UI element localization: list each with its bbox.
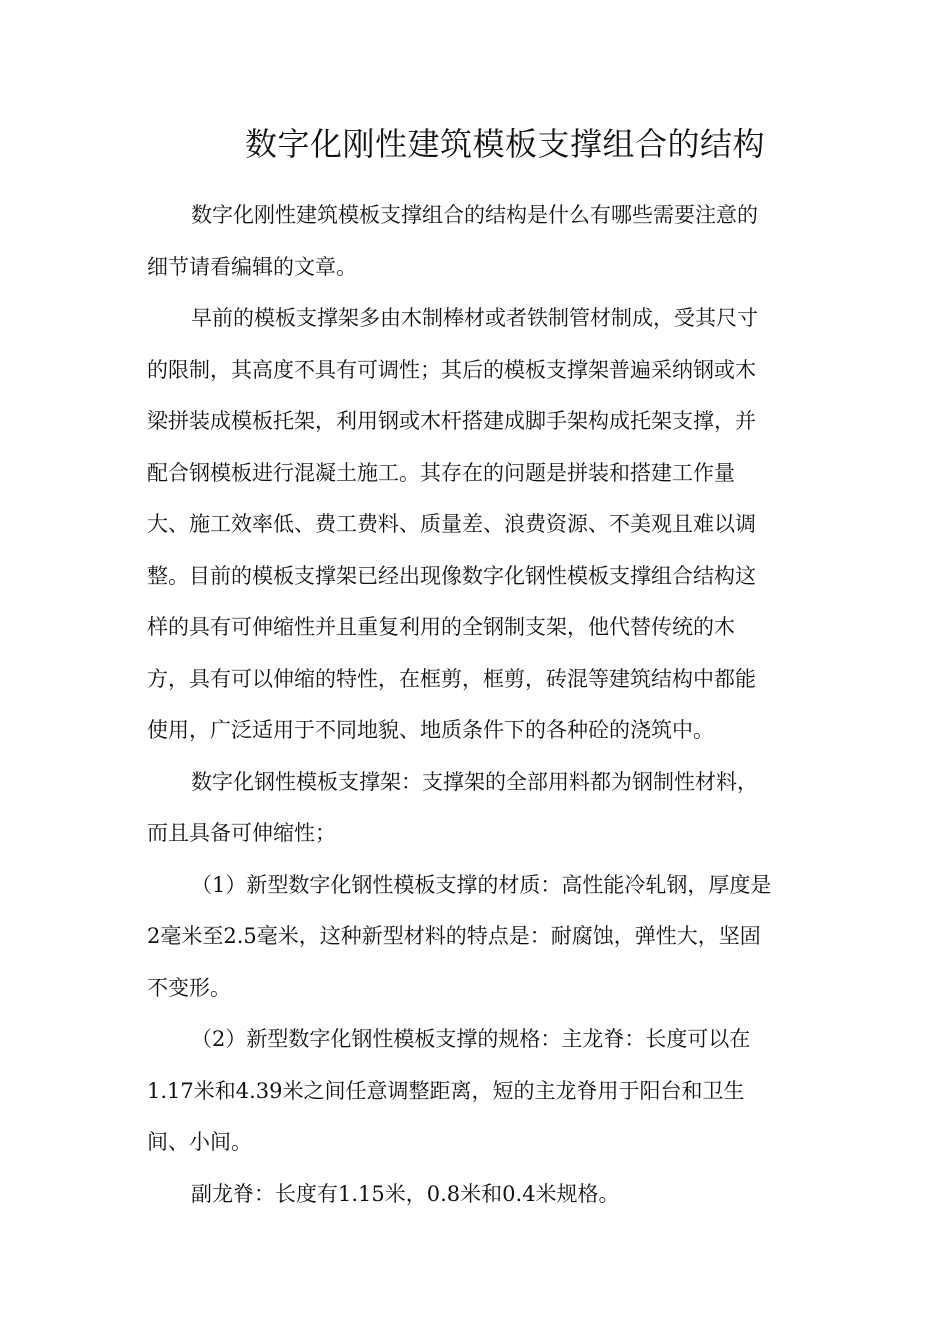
text-line: 整。目前的模板支撑架已经出现像数字化钢性模板支撑组合结构这 <box>147 563 756 588</box>
paragraph-intro <box>147 190 809 293</box>
text-line: 的限制，其高度不具有可调性；其后的模板支撑架普遍采纳钢或木 <box>147 357 756 382</box>
document-title: 数字化刚性建筑模板支撑组合的结构 <box>244 125 765 163</box>
text-line: 大、施工效率低、费工费料、质量差、浪费资源、不美观且难以调 <box>147 512 756 536</box>
paragraph-material <box>147 860 809 1015</box>
paragraph-secondary-keel <box>147 1169 809 1221</box>
text-line: （2）新型数字化钢性模板支撑的规格：主龙脊：长度可以在 <box>191 1027 751 1051</box>
text-line: 数字化刚性建筑模板支撑组合的结构是什么有哪些需要注意的 <box>191 203 758 227</box>
text-line: 方，具有可以伸缩的特性，在框剪，框剪，砖混等建筑结构中都能 <box>147 666 756 691</box>
text-line: 早前的模板支撑架多由木制棒材或者铁制管材制成，受其尺寸 <box>191 306 758 330</box>
text-line: 细节请看编辑的文章。 <box>147 254 357 279</box>
text-line: 副龙脊：长度有1.15米，0.8米和0.4米规格。 <box>191 1181 620 1206</box>
text-line: 数字化钢性模板支撑架：支撑架的全部用料都为钢制性材料， <box>191 769 758 794</box>
text-line: 间、小间。 <box>147 1130 252 1154</box>
text-line: （1）新型数字化钢性模板支撑的材质：高性能冷轧钢，厚度是 <box>191 872 772 897</box>
document-body <box>147 190 809 1220</box>
paragraph-history <box>147 293 809 757</box>
text-line: 配合钢模板进行混凝土施工。其存在的问题是拼装和搭建工作量 <box>147 460 735 485</box>
text-line: 梁拼装成模板托架，利用钢或木杆搭建成脚手架构成托架支撑，并 <box>147 409 756 433</box>
text-line: 2毫米至2.5毫米，这种新型材料的特点是：耐腐蚀，弹性大，坚固 <box>147 924 761 948</box>
text-line: 1.17米和4.39米之间任意调整距离，短的主龙脊用于阳台和卫生 <box>147 1078 745 1103</box>
paragraph-definition <box>147 757 809 860</box>
paragraph-specification <box>147 1014 809 1169</box>
text-line: 使用，广泛适用于不同地貌、地质条件下的各种砼的浇筑中。 <box>147 718 714 742</box>
text-line: 样的具有可伸缩性并且重复利用的全钢制支架，他代替传统的木 <box>147 615 735 639</box>
text-line: 不变形。 <box>147 975 231 1000</box>
text-line: 而且具备可伸缩性； <box>147 821 336 845</box>
